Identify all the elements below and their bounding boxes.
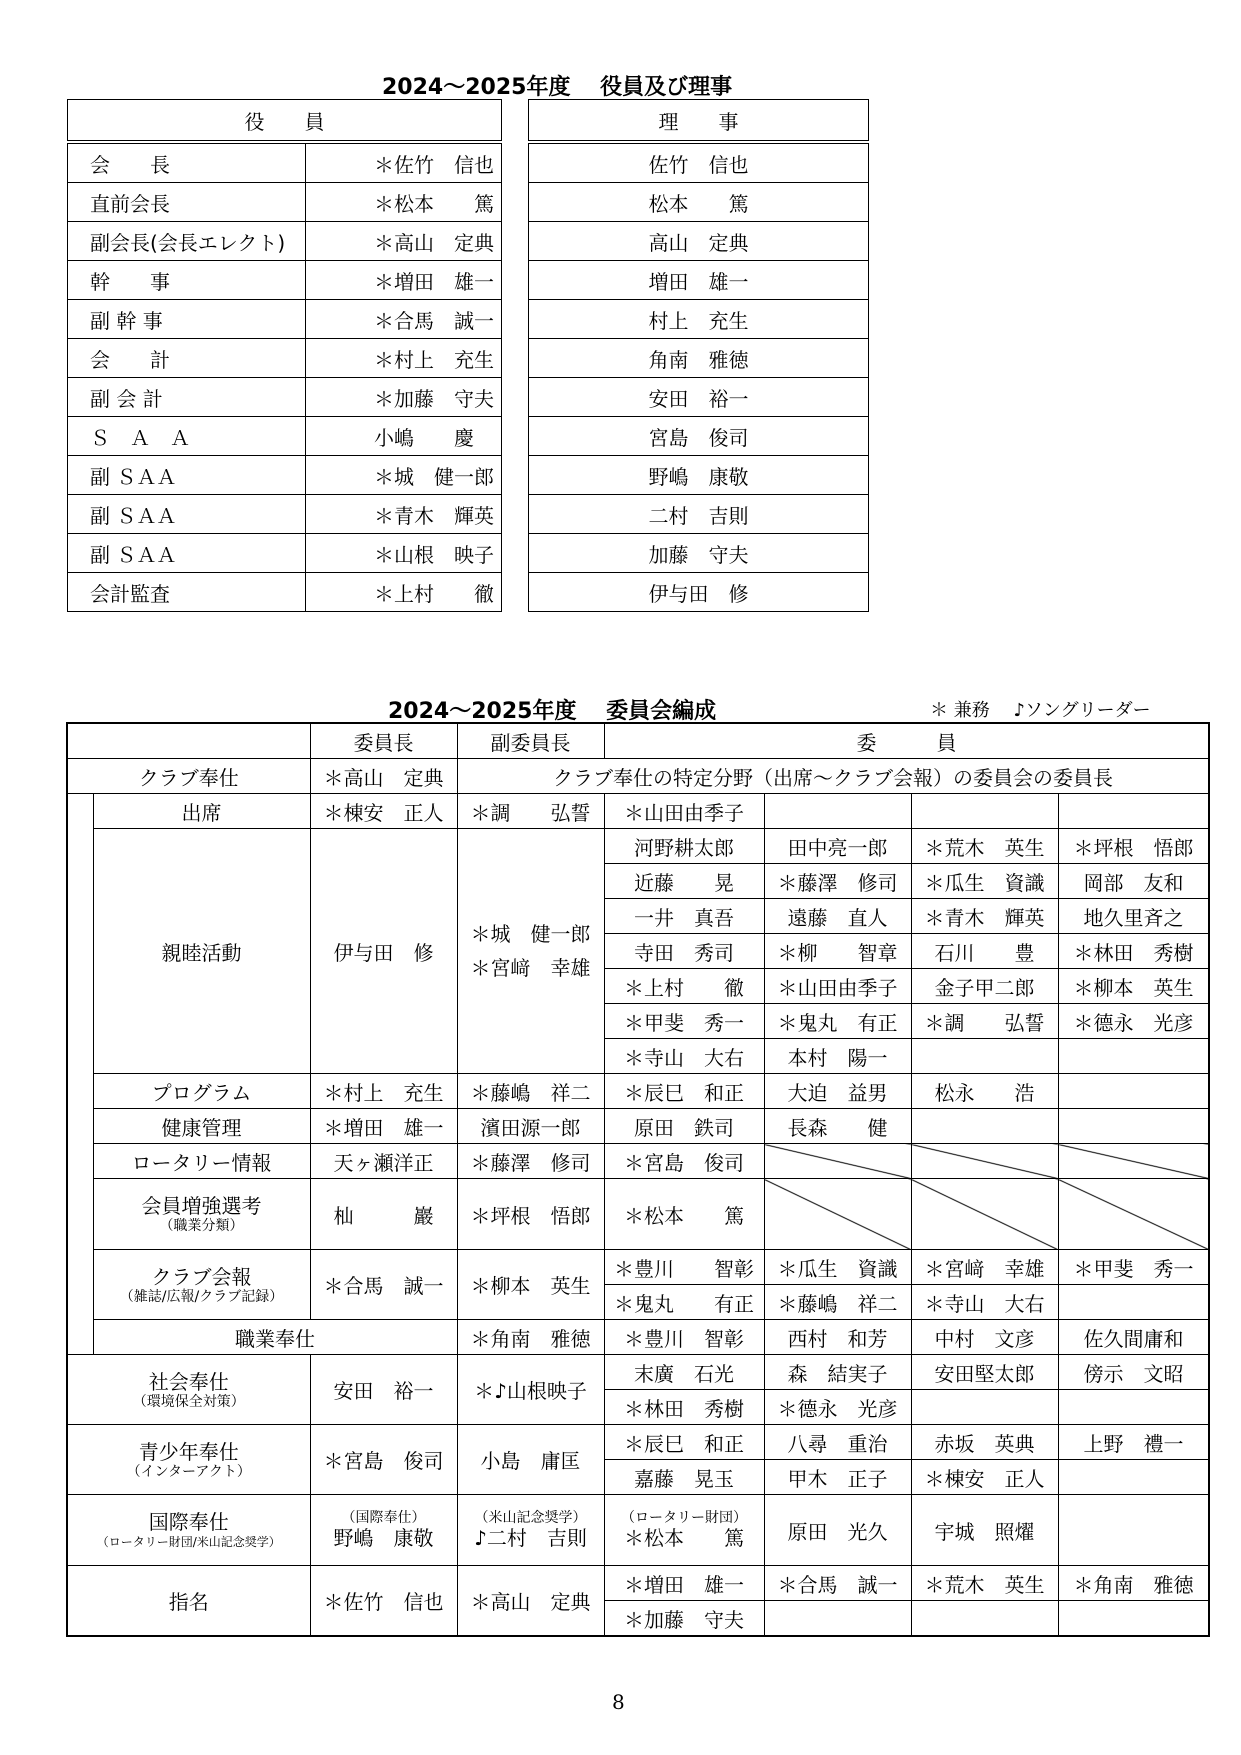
officer-row	[68, 534, 502, 573]
member-name: ＊荒木 英生	[911, 829, 1058, 864]
member-name: ＊豊川 智彰	[604, 1250, 764, 1285]
director-row	[529, 222, 869, 261]
member-name: 石川 豊	[911, 934, 1058, 969]
officer-role: 副 会 計	[68, 378, 306, 417]
member-name: ＊松本 篤	[604, 1179, 764, 1250]
officer-name: ＊山根 映子	[306, 534, 502, 573]
committee-name: 健康管理	[93, 1109, 310, 1144]
struck-cell	[764, 1144, 911, 1179]
member-name: ＊増田 雄一	[604, 1566, 764, 1601]
vice-chair-name: ＊坪根 悟郎	[457, 1179, 604, 1250]
committee-subtitle: （職業分類）	[159, 1218, 244, 1234]
officer-row	[68, 183, 502, 222]
officer-role: 副 ＳＡＡ	[68, 534, 306, 573]
officer-role: Ｓ Ａ Ａ	[68, 417, 306, 456]
director-row	[529, 495, 869, 534]
member-name: ＊德永 光彦	[764, 1390, 911, 1425]
member-name: 近藤 晃	[604, 864, 764, 899]
struck-cell	[1058, 1179, 1209, 1250]
officers-title: 2024～2025年度 役員及び理事	[382, 75, 733, 100]
committee-name: 社会奉仕	[148, 1369, 229, 1394]
committee-name: ロータリー情報	[93, 1144, 310, 1179]
struck-cell	[1058, 1144, 1209, 1179]
member-name: ＊松本 篤	[624, 1526, 744, 1550]
officer-name: ＊村上 充生	[306, 339, 502, 378]
indent-cell	[67, 794, 93, 1355]
member-name: 河野耕太郎	[604, 829, 764, 864]
officer-role: 幹 事	[68, 261, 306, 300]
member-name: ＊角南 雅徳	[1058, 1566, 1209, 1601]
header-vice: 副委員長	[457, 723, 604, 759]
committee-name-cell	[67, 1425, 310, 1495]
member-name: ＊鬼丸 有正	[604, 1285, 764, 1320]
director-name: 佐竹 信也	[529, 142, 869, 183]
committee-subtitle: （環境保全対策）	[132, 1393, 245, 1410]
vice-chair-cell	[457, 829, 604, 1074]
member-name: 遠藤 直人	[764, 899, 911, 934]
page-number: 8	[612, 1690, 625, 1714]
director-row	[529, 417, 869, 456]
committee-title: 2024～2025年度 委員会編成	[388, 699, 717, 724]
member-name: 松永 浩	[911, 1074, 1058, 1109]
member-name: ＊藤嶋 祥二	[764, 1285, 911, 1320]
director-row	[529, 183, 869, 222]
member-name: 大迫 益男	[764, 1074, 911, 1109]
chair-name: ＊増田 雄一	[310, 1109, 457, 1144]
officer-name: ＊加藤 守夫	[306, 378, 502, 417]
empty-cell	[1058, 1601, 1209, 1637]
director-name: 二村 吉則	[529, 495, 869, 534]
committee-subtitle: （インターアクト）	[126, 1463, 251, 1480]
member-name: 赤坂 英典	[911, 1425, 1058, 1460]
officer-name: ＊合馬 誠一	[306, 300, 502, 339]
committee-name: 職業奉仕	[93, 1320, 457, 1355]
vice-chair-name: ＊調 弘誓	[457, 794, 604, 829]
officer-row	[68, 222, 502, 261]
director-row	[529, 456, 869, 495]
member-name: ＊宮﨑 幸雄	[911, 1250, 1058, 1285]
chair-name: ＊角南 雅徳	[457, 1320, 604, 1355]
member-name: 佐久間庸和	[1058, 1320, 1209, 1355]
member-name: 上野 禮一	[1058, 1425, 1209, 1460]
struck-cell	[911, 1144, 1058, 1179]
member-name: ＊加藤 守夫	[604, 1601, 764, 1637]
member-name: ＊山田由季子	[764, 969, 911, 1004]
vice-chair-name: ＊高山 定典	[457, 1566, 604, 1637]
member-name: 岡部 友和	[1058, 864, 1209, 899]
committee-subtitle: （雑誌/広報/クラブ記録）	[119, 1288, 284, 1305]
director-name: 村上 充生	[529, 300, 869, 339]
member-subtitle: （ロータリー財団）	[621, 1510, 747, 1526]
officer-role: 直前会長	[68, 183, 306, 222]
officer-row	[68, 142, 502, 183]
member-name: ＊宮島 俊司	[604, 1144, 764, 1179]
director-row	[529, 339, 869, 378]
member-name: ＊甲斐 秀一	[604, 1004, 764, 1039]
vice-chair-cell	[457, 1495, 604, 1566]
director-name: 伊与田 修	[529, 573, 869, 612]
member-name: ＊林田 秀樹	[1058, 934, 1209, 969]
officers-header: 役 員	[68, 100, 502, 143]
member-name: 田中亮一郎	[764, 829, 911, 864]
vice-chair-name: 小島 庸匡	[457, 1425, 604, 1495]
empty-cell	[1058, 1109, 1209, 1144]
officer-name: 小嶋 慶	[306, 417, 502, 456]
committee-name: 指名	[67, 1566, 310, 1637]
member-name: 一井 真吾	[604, 899, 764, 934]
empty-cell	[1058, 1039, 1209, 1074]
directors-table	[528, 99, 869, 612]
officers-table	[67, 99, 502, 612]
vice-chair-name: ＊♪山根映子	[457, 1355, 604, 1425]
director-row	[529, 261, 869, 300]
officer-row	[68, 417, 502, 456]
officer-row	[68, 261, 502, 300]
officer-row	[68, 339, 502, 378]
officer-name: ＊松本 篤	[306, 183, 502, 222]
director-row	[529, 534, 869, 573]
member-name: ＊藤澤 修司	[764, 864, 911, 899]
struck-cell	[764, 1179, 911, 1250]
chair-cell	[310, 1495, 457, 1566]
committee-name: 会員増強選考	[141, 1194, 262, 1218]
director-name: 加藤 守夫	[529, 534, 869, 573]
member-name: ＊青木 輝英	[911, 899, 1058, 934]
vice-chair-name: ＊豊川 智彰	[604, 1320, 764, 1355]
member-cell	[604, 1495, 764, 1566]
member-name: 嘉藤 晃玉	[604, 1460, 764, 1495]
director-row	[529, 300, 869, 339]
director-name: 野嶋 康敬	[529, 456, 869, 495]
committee-name: 青少年奉仕	[138, 1439, 239, 1464]
member-name: 中村 文彦	[911, 1320, 1058, 1355]
committee-subtitle: （ロータリー財団/米山記念奨学）	[96, 1535, 281, 1549]
officer-role: 副 幹 事	[68, 300, 306, 339]
empty-cell	[764, 794, 911, 829]
empty-cell	[911, 794, 1058, 829]
officer-name: ＊高山 定典	[306, 222, 502, 261]
member-name: ＊瓜生 資識	[764, 1250, 911, 1285]
committee-name: 国際奉仕	[148, 1510, 229, 1534]
header-blank	[67, 723, 310, 759]
officer-row	[68, 495, 502, 534]
member-name: 金子甲二郎	[911, 969, 1058, 1004]
chair-name: ＊合馬 誠一	[310, 1250, 457, 1320]
member-name: ＊辰巳 和正	[604, 1074, 764, 1109]
officer-role: 副 ＳＡＡ	[68, 456, 306, 495]
officer-row	[68, 456, 502, 495]
chair-name: ＊高山 定典	[310, 759, 457, 794]
director-row	[529, 142, 869, 183]
member-name: 安田堅太郎	[911, 1355, 1058, 1390]
committee-name-cell	[67, 1355, 310, 1425]
officer-row	[68, 300, 502, 339]
member-name: 原田 光久	[764, 1495, 911, 1566]
member-name: 末廣 石光	[604, 1355, 764, 1390]
member-name: ＊荒木 英生	[911, 1566, 1058, 1601]
member-name: ＊甲斐 秀一	[1058, 1250, 1209, 1285]
empty-cell	[1058, 794, 1209, 829]
empty-cell	[1058, 1390, 1209, 1425]
chair-name: 伊与田 修	[310, 829, 457, 1074]
vice-chair-name: ＊城 健一郎	[470, 922, 591, 946]
officer-name: ＊城 健一郎	[306, 456, 502, 495]
officer-name: ＊上村 徹	[306, 573, 502, 612]
chair-name: ＊宮島 俊司	[310, 1425, 457, 1495]
officer-name: ＊佐竹 信也	[306, 142, 502, 183]
member-name: ＊柳 智章	[764, 934, 911, 969]
legend-note: ＊ 兼務 ♪ソングリーダー	[930, 700, 1151, 721]
struck-cell	[911, 1179, 1058, 1250]
director-row	[529, 378, 869, 417]
member-name: ＊棟安 正人	[911, 1460, 1058, 1495]
member-name: 西村 和芳	[764, 1320, 911, 1355]
officer-row	[68, 573, 502, 612]
vice-chair-name: ＊藤澤 修司	[457, 1144, 604, 1179]
chair-name: 天ヶ瀬洋正	[310, 1144, 457, 1179]
member-name: ＊瓜生 資識	[911, 864, 1058, 899]
member-name: 長森 健	[764, 1109, 911, 1144]
director-name: 安田 裕一	[529, 378, 869, 417]
officer-role: 副会長(会長エレクト)	[68, 222, 306, 261]
director-row	[529, 573, 869, 612]
chair-name: ＊佐竹 信也	[310, 1566, 457, 1637]
member-name: ＊坪根 悟郎	[1058, 829, 1209, 864]
committee-name: クラブ会報	[151, 1264, 252, 1289]
officer-name: ＊増田 雄一	[306, 261, 502, 300]
director-name: 角南 雅徳	[529, 339, 869, 378]
member-name: ＊寺山 大右	[604, 1039, 764, 1074]
member-name: 宇城 照燿	[911, 1495, 1058, 1566]
director-name: 宮島 俊司	[529, 417, 869, 456]
director-name: 増田 雄一	[529, 261, 869, 300]
member-name: 本村 陽一	[764, 1039, 911, 1074]
committee-name: プログラム	[93, 1074, 310, 1109]
officer-role: 副 ＳＡＡ	[68, 495, 306, 534]
empty-cell	[1058, 1460, 1209, 1495]
member-name: ＊德永 光彦	[1058, 1004, 1209, 1039]
vice-chair-name: ＊柳本 英生	[457, 1250, 604, 1320]
chair-name: 杣 巖	[310, 1179, 457, 1250]
committee-name-cell	[67, 1495, 310, 1566]
member-name: 寺田 秀司	[604, 934, 764, 969]
member-name: ＊調 弘誓	[911, 1004, 1058, 1039]
member-name: ＊鬼丸 有正	[764, 1004, 911, 1039]
empty-cell	[911, 1109, 1058, 1144]
member-name: 傍示 文昭	[1058, 1355, 1209, 1390]
director-name: 高山 定典	[529, 222, 869, 261]
club-service-note: クラブ奉仕の特定分野（出席～クラブ会報）の委員会の委員長	[457, 759, 1209, 794]
member-name: ＊林田 秀樹	[604, 1390, 764, 1425]
member-name: 森 結実子	[764, 1355, 911, 1390]
member-name: 原田 鉄司	[604, 1109, 764, 1144]
vice-chair-subtitle: （米山記念奨学）	[474, 1510, 587, 1526]
empty-cell	[911, 1039, 1058, 1074]
member-name: 地久里斉之	[1058, 899, 1209, 934]
member-name: 甲木 正子	[764, 1460, 911, 1495]
officer-role: 会計監査	[68, 573, 306, 612]
directors-header: 理 事	[529, 100, 869, 143]
committee-name: 親睦活動	[93, 829, 310, 1074]
officer-name: ＊青木 輝英	[306, 495, 502, 534]
chair-name: ＊棟安 正人	[310, 794, 457, 829]
header-chair: 委員長	[310, 723, 457, 759]
officer-role: 会 長	[68, 142, 306, 183]
committee-name-cell	[93, 1250, 310, 1320]
chair-name: 野嶋 康敬	[333, 1526, 434, 1550]
empty-cell	[1058, 1495, 1209, 1566]
header-members: 委 員	[604, 723, 1209, 759]
officer-role: 会 計	[68, 339, 306, 378]
empty-cell	[911, 1601, 1058, 1637]
member-name: ＊柳本 英生	[1058, 969, 1209, 1004]
member-name: ＊山田由季子	[604, 794, 764, 829]
empty-cell	[764, 1601, 911, 1637]
member-name: ＊寺山 大右	[911, 1285, 1058, 1320]
chair-name: ＊村上 充生	[310, 1074, 457, 1109]
chair-subtitle: （国際奉仕）	[341, 1510, 426, 1526]
empty-cell	[1058, 1285, 1209, 1320]
member-name: ＊合馬 誠一	[764, 1566, 911, 1601]
empty-cell	[911, 1390, 1058, 1425]
vice-chair-name: ＊宮﨑 幸雄	[470, 956, 591, 980]
committee-table	[66, 722, 1210, 1637]
vice-chair-name: ＊藤嶋 祥二	[457, 1074, 604, 1109]
director-name: 松本 篤	[529, 183, 869, 222]
vice-chair-name: 濱田源一郎	[457, 1109, 604, 1144]
empty-cell	[1058, 1074, 1209, 1109]
vice-chair-name: ♪二村 吉則	[474, 1526, 587, 1550]
member-name: ＊上村 徹	[604, 969, 764, 1004]
chair-name: 安田 裕一	[310, 1355, 457, 1425]
committee-name-cell	[93, 1179, 310, 1250]
committee-name: クラブ奉仕	[67, 759, 310, 794]
officer-row	[68, 378, 502, 417]
member-name: ＊辰巳 和正	[604, 1425, 764, 1460]
committee-name: 出席	[93, 794, 310, 829]
member-name: 八尋 重治	[764, 1425, 911, 1460]
